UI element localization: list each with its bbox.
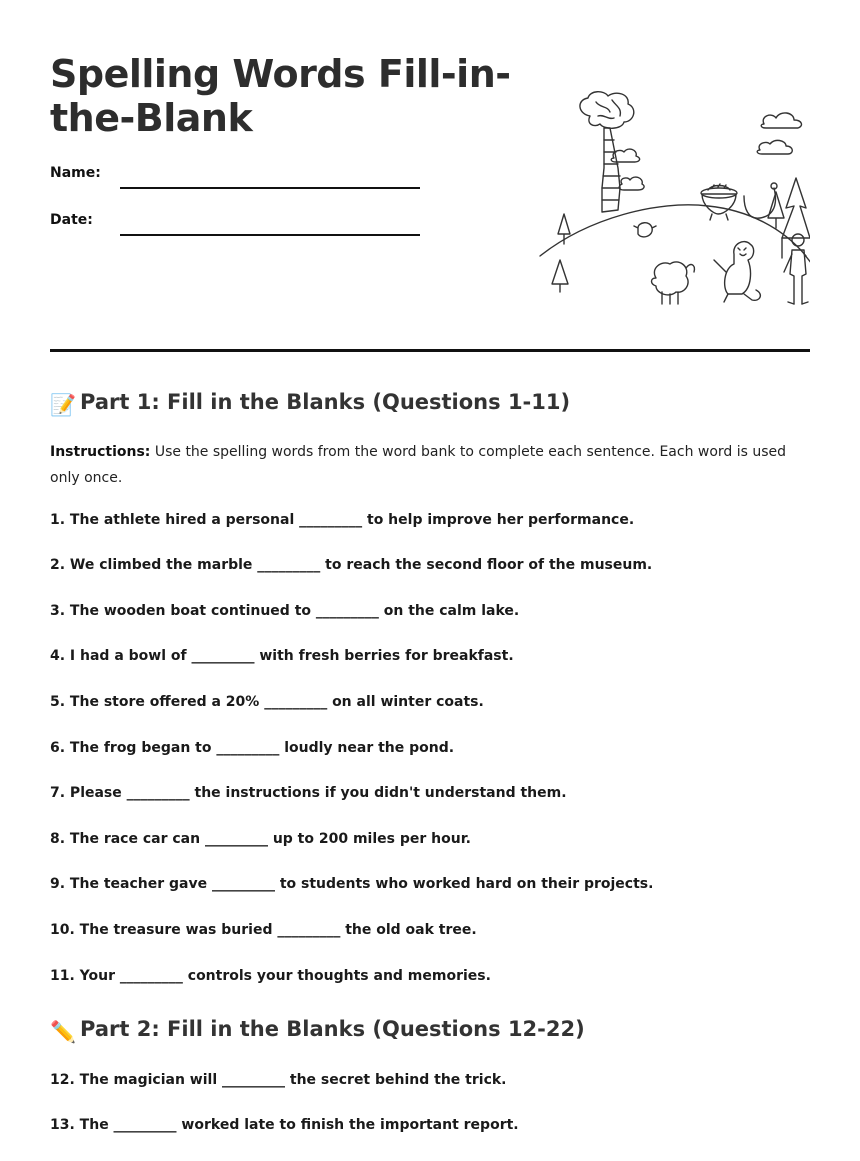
instructions [50, 439, 805, 491]
worksheet-title: Spelling Words Fill-in-the-Blank [50, 52, 511, 140]
sheep-icon [652, 262, 689, 295]
tree-icon [782, 178, 810, 238]
question-4: 4. I had a bowl of _________ with fresh berries for breakfast. [50, 648, 514, 664]
name-field [50, 162, 420, 192]
question-11: 11. Your _________ controls your thoughts and memories. [50, 968, 491, 984]
question-8: 8. The race car can _________ up to 200 miles per hour. [50, 831, 471, 847]
person-icon [792, 234, 804, 246]
question-3: 3. The wooden boat continued to _________ on the calm lake. [50, 603, 520, 619]
header-divider [50, 349, 810, 352]
date-label: Date: [50, 212, 93, 228]
part1-heading [50, 390, 570, 418]
date-write-line [120, 234, 420, 236]
instructions-label: Instructions: [50, 444, 151, 460]
chain-icon [744, 188, 775, 218]
cloud-icon [761, 113, 801, 128]
name-write-line [120, 187, 420, 189]
instructions-text: Use the spelling words from the word bank to complete each sentence. Each word is used only once. [50, 444, 787, 486]
part1-heading-text: Part 1: Fill in the Blanks (Questions 1-11) [80, 390, 571, 414]
question-9: 9. The teacher gave _________ to students who worked hard on their projects. [50, 876, 654, 892]
question-12: 12. The magician will _________ the secret behind the trick. [50, 1072, 507, 1088]
question-6: 6. The frog began to _________ loudly near the pond. [50, 740, 455, 756]
question-7: 7. Please _________ the instructions if you didn't understand them. [50, 785, 567, 801]
tree-icon [552, 260, 568, 292]
tree-icon [558, 214, 570, 244]
date-field [50, 209, 420, 239]
question-13: 13. The _________ worked late to finish the important report. [50, 1117, 519, 1133]
pencil-icon: ✏️ [50, 1020, 77, 1044]
cloud-icon [619, 177, 644, 190]
cloud-icon [757, 140, 792, 154]
cow-icon [634, 223, 656, 237]
hill-outline [540, 205, 806, 256]
name-label: Name: [50, 165, 101, 181]
memo-icon: 📝 [50, 393, 77, 417]
question-1: 1. The athlete hired a personal _________ to help improve her performance. [50, 512, 635, 528]
part2-heading-text: Part 2: Fill in the Blanks (Questions 12-22) [80, 1017, 585, 1041]
question-10: 10. The treasure was buried _________ the old oak tree. [50, 922, 477, 938]
question-5: 5. The store offered a 20% _________ on all winter coats. [50, 694, 484, 710]
part2-heading [50, 1017, 585, 1045]
brain-icon [580, 92, 634, 129]
spelling-words-illustration [538, 88, 810, 316]
question-2: 2. We climbed the marble _________ to reach the second floor of the museum. [50, 557, 653, 573]
